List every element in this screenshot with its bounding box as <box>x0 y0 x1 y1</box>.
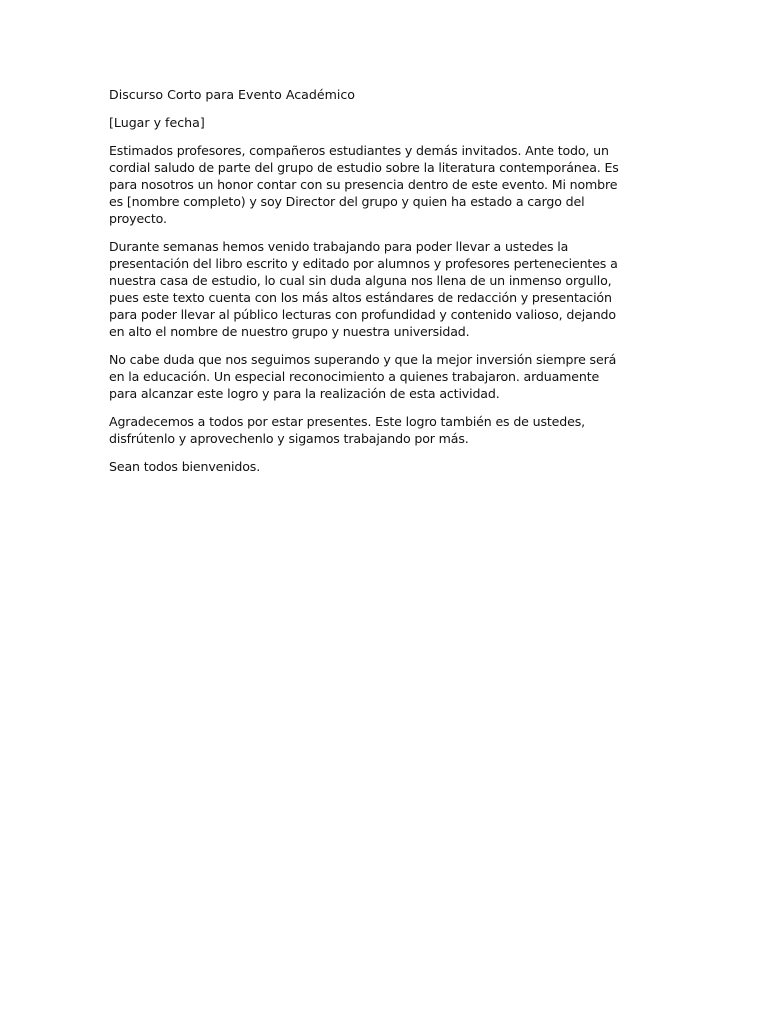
document-page <box>109 86 629 486</box>
paragraph-greeting: Estimados profesores, compañeros estudiantes y demás invitados. Ante todo, un cordial saludo de parte del grupo de estudio sobre la literatura contemporánea. Es para nosotros un honor contar con su presencia dentro de este evento. Mi nombre es [nombre completo) y soy Director del grupo y quien ha estado a cargo del proyecto. <box>109 143 619 226</box>
place-date-placeholder: [Lugar y fecha] <box>109 115 205 130</box>
paragraph-welcome: Sean todos bienvenidos. <box>109 459 261 474</box>
document-title: Discurso Corto para Evento Académico <box>109 87 356 102</box>
paragraph-recognition: No cabe duda que nos seguimos superando y que la mejor inversión siempre será en la educación. Un especial reconocimiento a quienes trabajaron. arduamente para alcanzar este logro y para la realización de esta actividad. <box>109 352 617 401</box>
paragraph-thanks: Agradecemos a todos por estar presentes. Este logro también es de ustedes, disfrútenlo y aprovechenlo y sigamos trabajando por más. <box>109 414 585 446</box>
paragraph-project: Durante semanas hemos venido trabajando para poder llevar a ustedes la presentación del libro escrito y editado por alumnos y profesores pertenecientes a nuestra casa de estudio, lo cual sin duda alguna nos llena de un inmenso orgullo, pues este texto cuenta con los más altos estándares de redacción y presentación para poder llevar al público lecturas con profundidad y contenido valioso, dejando en alto el nombre de nuestro grupo y nuestra universidad. <box>109 239 618 339</box>
